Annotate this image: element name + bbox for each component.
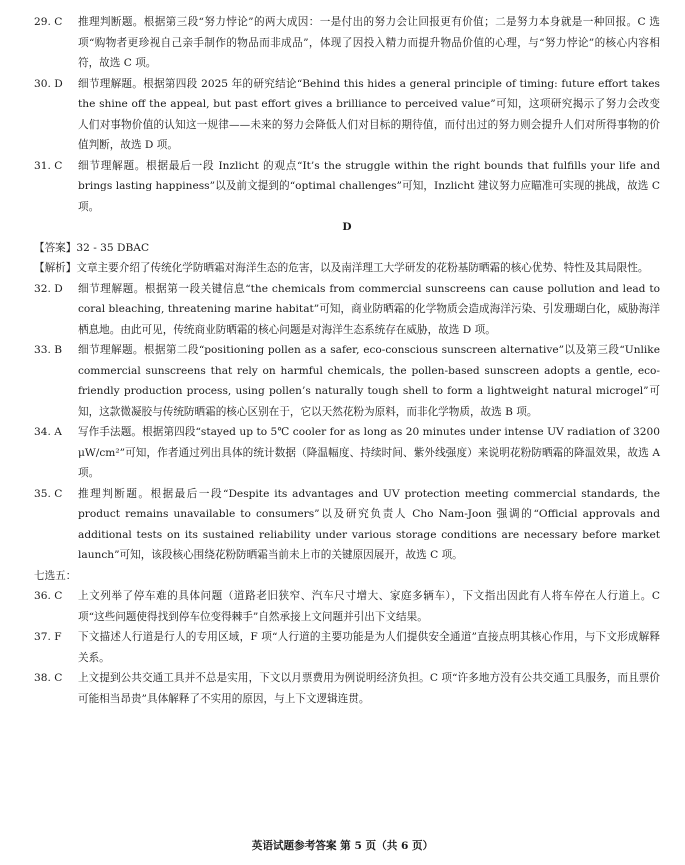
item-number: 32. D bbox=[34, 282, 63, 295]
item-explanation: 下文描述人行道是行人的专用区域，F 项“人行道的主要功能是为人们提供安全通道”直接点明其核心作用，与下文形成解释关系。 bbox=[78, 631, 660, 664]
item-explanation: 上文提到公共交通工具并不总是实用，下文以月票费用为例说明经济负担。C 项“许多地方没有公共交通工具服务，而且票价可能相当昂贵”具体解释了不实用的原因，与上下文逻辑连贯。 bbox=[78, 672, 660, 705]
item-explanation: 推理判断题。根据第三段“努力悖论”的两大成因：一是付出的努力会让回报更有价值；二是努力本身就是一种回报。C 选项“购物者更珍视自己亲手制作的物品而非成品”，体现了因投入精力而提升物品价值的心理，与“努力悖论”的核心内容相符，故选 C 项。 bbox=[78, 16, 660, 69]
item-explanation: 细节理解题。根据第四段 2025 年的研究结论“Behind this hides a general principle of timing: future effort takes the shine off the appeal, but past effort gives a brilliance to perceived value”可知，这项研究揭示了努力会改变人们对事物价值的认知这一规律——未来的努力会降低人们对目标的期待值，而付出过的努力则会提升人们对所得事物的价值判断，故选 D 项。 bbox=[78, 77, 660, 151]
section-analysis: 【解析】文章主要介绍了传统化学防晒霜对海洋生态的危害，以及南洋理工大学研发的花粉基防晒霜的核心优势、特性及其局限性。 bbox=[34, 262, 649, 274]
item-number: 34. A bbox=[34, 426, 62, 438]
item-explanation: 细节理解题。根据第一段关键信息“the chemicals from commercial sunscreens can cause pollution and lead to coral bleaching, threatening marine habitat”可知，商业防晒霜的化学物质会造成海洋污染、引发珊瑚白化，威胁海洋栖息地。由此可见，传统商业防晒霜的核心问题是对海洋生态系统存在威胁，故选 D 项。 bbox=[78, 282, 660, 336]
answer-item-33 bbox=[34, 340, 660, 422]
section-answer: 【答案】32 - 35 DBAC bbox=[34, 241, 150, 254]
item-explanation: 推理判断题。根据最后一段“Despite its advantages and UV protection meeting commercial standards, the product remains unavailable to consumers”以及研究负责人 Cho Nam-Joon 强调的“Official approvals and additional tests on its sustained reliability under various storage conditions are necessary before market launch”可知，该段核心围绕花粉防晒霜当前未上市的关键原因展开，故选 C 项。 bbox=[78, 487, 660, 561]
item-explanation: 写作手法题。根据第四段“stayed up to 5℃ cooler for as long as 20 minutes under intense UV radiation of 3200 μW/cm²”可知，作者通过列出具体的统计数据（降温幅度、持续时间、紫外线强度）来说明花粉防晒霜的降温效果，故选 A 项。 bbox=[78, 426, 660, 479]
item-explanation: 细节理解题。根据最后一段 Inzlicht 的观点“It’s the struggle within the right bounds that fulfills your life and brings lasting happiness”以及前文提到的“optimal challenges”可知，Inzlicht 建议努力应瞄准可实现的挑战，故选 C 项。 bbox=[78, 159, 660, 213]
answer-item-32 bbox=[34, 279, 660, 341]
answer-item-29 bbox=[34, 12, 660, 74]
answer-item-34 bbox=[34, 422, 660, 484]
answer-item-35 bbox=[34, 484, 660, 566]
item-explanation: 细节理解题。根据第二段“positioning pollen as a safer, eco-conscious sunscreen alternative”以及第三段“Unlike commercial sunscreens that rely on harmful chemicals, the pollen-based sunscreen adopts a gentle, eco-friendly production process, using pollen’s naturally tough shell to form a lightweight natural microgel”可知，这款微凝胶与传统防晒霜的核心区别在于，它以天然花粉为原料，而非化学物质，故选 B 项。 bbox=[78, 344, 660, 418]
answer-item-31 bbox=[34, 156, 660, 218]
section-heading-d: D bbox=[342, 221, 352, 233]
item-number: 29. C bbox=[34, 16, 63, 28]
item-number: 35. C bbox=[34, 487, 63, 500]
answer-item-37 bbox=[34, 627, 660, 668]
item-explanation: 上文列举了停车难的具体问题（道路老旧狭窄、汽车尺寸增大、家庭多辆车），下文指出因此有人将车停在人行道上。C 项“这些问题使得找到停车位变得棘手”自然承接上文问题并引出下文结果。 bbox=[78, 590, 660, 623]
section-heading-seven: 七选五： bbox=[34, 569, 77, 582]
item-number: 30. D bbox=[34, 77, 63, 90]
item-number: 37. F bbox=[34, 631, 62, 643]
answer-item-36 bbox=[34, 586, 660, 627]
answer-page bbox=[34, 12, 660, 709]
item-number: 33. B bbox=[34, 344, 62, 356]
item-number: 38. C bbox=[34, 672, 63, 684]
item-number: 31. C bbox=[34, 159, 63, 172]
item-number: 36. C bbox=[34, 590, 63, 602]
page-footer: 英语试题参考答案 第 5 页（共 6 页） bbox=[251, 840, 434, 852]
answer-item-30 bbox=[34, 74, 660, 156]
answer-item-38 bbox=[34, 668, 660, 709]
